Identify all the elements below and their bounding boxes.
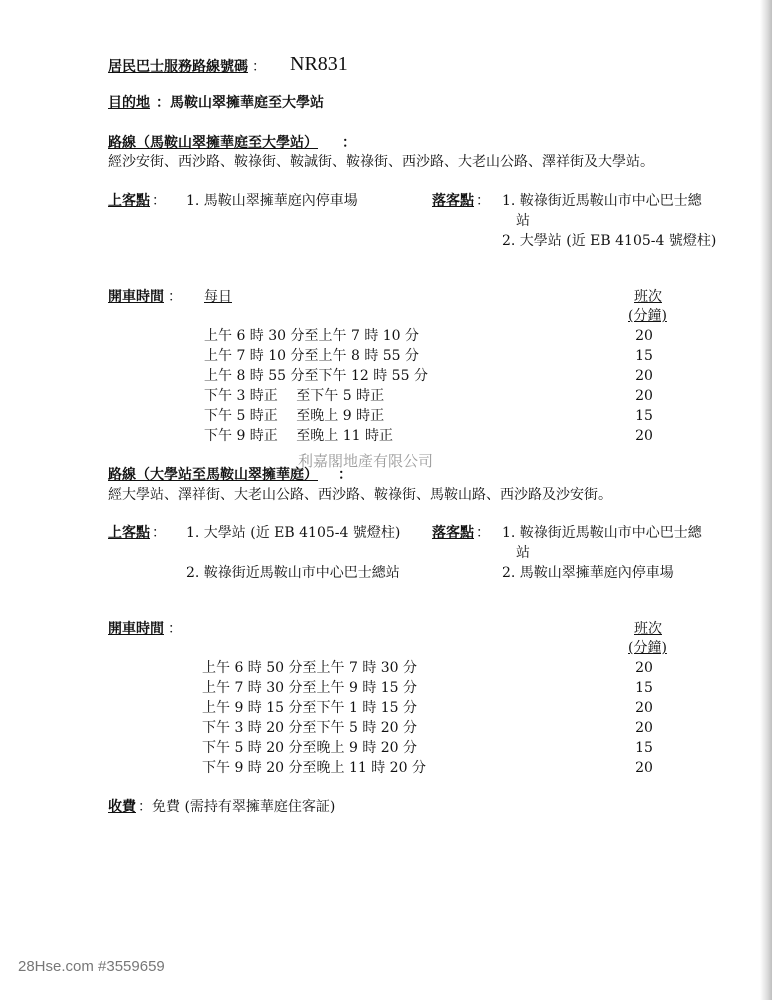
- route2-dropoff-2: 2. 馬鞍山翠擁華庭內停車場: [502, 565, 674, 581]
- route2-time-row: 下午 5 時 20 分至晚上 9 時 20 分: [202, 740, 418, 756]
- route1-time-row: 上午 6 時 30 分至上午 7 時 10 分: [204, 328, 420, 344]
- route1-dropoff-2: 2. 大學站 (近 EB 4105-4 號燈柱): [502, 233, 717, 249]
- fee-label: 收費: [108, 799, 136, 815]
- page-edge-shadow: [760, 0, 772, 1000]
- route2-title-colon: ：: [338, 467, 352, 483]
- route1-path: 經沙安街、西沙路、鞍祿街、鞍誠街、鞍祿街、西沙路、大老山公路、澤祥街及大學站。: [108, 154, 654, 170]
- route1-dropoff-1b: 站: [516, 213, 530, 229]
- route1-dropoff-colon: ：: [476, 193, 490, 209]
- route1-pickup-colon: ：: [152, 193, 166, 209]
- route2-time-row: 上午 6 時 50 分至上午 7 時 30 分: [202, 660, 418, 676]
- route2-dropoff-colon: ：: [476, 525, 490, 541]
- route1-freq-cell: 20: [635, 388, 653, 404]
- route1-freq-cell: 20: [635, 368, 653, 384]
- route2-dropoff-1b: 站: [516, 545, 530, 561]
- route1-time-row: 上午 7 時 10 分至上午 8 時 55 分: [204, 348, 420, 364]
- route2-time-row: 下午 3 時 20 分至下午 5 時 20 分: [202, 720, 418, 736]
- route2-freq-cell: 15: [635, 680, 653, 696]
- route1-dropoff-1a: 1. 鞍祿街近馬鞍山市中心巴士總: [502, 193, 702, 209]
- route1-time-row: 下午 9 時正 至晚上 11 時正: [204, 428, 393, 444]
- route1-freq-cell: 20: [635, 428, 653, 444]
- route1-freq-unit: (分鐘): [628, 308, 667, 324]
- route1-time-label: 開車時間: [108, 289, 164, 305]
- route2-dropoff-label: 落客點: [432, 525, 474, 541]
- route2-time-row: 上午 7 時 30 分至上午 9 時 15 分: [202, 680, 418, 696]
- route1-freq-cell: 15: [635, 408, 653, 424]
- route2-freq-cell: 20: [635, 720, 653, 736]
- route2-path: 經大學站、澤祥街、大老山公路、西沙路、鞍祿街、馬鞍山路、西沙路及沙安街。: [108, 487, 612, 503]
- destination-value: ：馬鞍山翠擁華庭至大學站: [156, 95, 324, 111]
- route1-time-row: 上午 8 時 55 分至下午 12 時 55 分: [204, 368, 428, 384]
- route1-freq-cell: 20: [635, 328, 653, 344]
- route2-time-row: 下午 9 時 20 分至晚上 11 時 20 分: [202, 760, 426, 776]
- route1-dropoff-label: 落客點: [432, 193, 474, 209]
- route2-freq-cell: 15: [635, 740, 653, 756]
- route2-pickup-1: 1. 大學站 (近 EB 4105-4 號燈柱): [186, 525, 401, 541]
- route2-time-label: 開車時間: [108, 621, 164, 637]
- route1-pickup-label: 上客點: [108, 193, 150, 209]
- route1-freq-cell: 15: [635, 348, 653, 364]
- route2-pickup-label: 上客點: [108, 525, 150, 541]
- route2-title: 路線（大學站至馬鞍山翠擁華庭）: [108, 467, 318, 483]
- route1-time-colon: ：: [168, 289, 182, 305]
- route1-time-row: 下午 3 時正 至下午 5 時正: [204, 388, 385, 404]
- route2-pickup-colon: ：: [152, 525, 166, 541]
- fee-value: ：免費 (需持有翠擁華庭住客証): [138, 799, 336, 815]
- route2-freq-unit: (分鐘): [628, 640, 667, 656]
- route-number-colon: ：: [252, 59, 266, 75]
- route1-freq-header: 班次: [634, 289, 662, 305]
- route1-pickup-1: 1. 馬鞍山翠擁華庭內停車場: [186, 193, 358, 209]
- route1-time-row: 下午 5 時正 至晚上 9 時正: [204, 408, 385, 424]
- route2-pickup-2: 2. 鞍祿街近馬鞍山市中心巴士總站: [186, 565, 400, 581]
- route1-title: 路線（馬鞍山翠擁華庭至大學站）: [108, 135, 318, 151]
- route1-day-label: 每日: [204, 289, 232, 305]
- listing-reference: 28Hse.com #3559659: [18, 958, 165, 975]
- route2-dropoff-1a: 1. 鞍祿街近馬鞍山市中心巴士總: [502, 525, 702, 541]
- route1-title-colon: ：: [342, 135, 356, 151]
- route2-time-colon: ：: [168, 621, 182, 637]
- route-number: NR831: [290, 53, 348, 75]
- route2-freq-cell: 20: [635, 760, 653, 776]
- route-number-label: 居民巴士服務路線號碼: [108, 59, 248, 75]
- route2-freq-header: 班次: [634, 621, 662, 637]
- route2-freq-cell: 20: [635, 660, 653, 676]
- route2-freq-cell: 20: [635, 700, 653, 716]
- route2-time-row: 上午 9 時 15 分至下午 1 時 15 分: [202, 700, 418, 716]
- agency-watermark: 利嘉閣地產有限公司: [298, 453, 434, 470]
- destination-label: 目的地: [108, 95, 150, 111]
